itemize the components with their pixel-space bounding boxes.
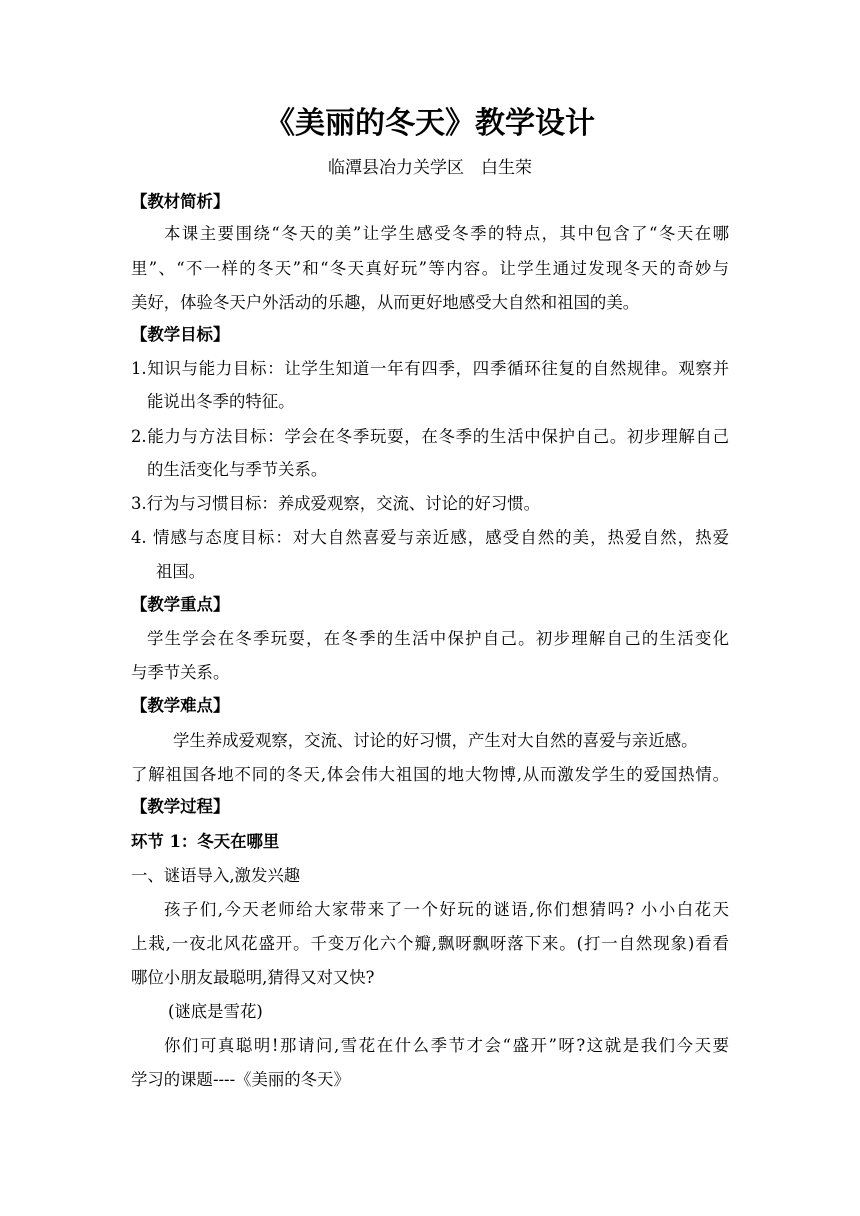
paragraph-line: 美好，体验冬天户外活动的乐趣，从而更好地感受大自然和祖国的美。 — [131, 293, 640, 312]
paragraph-line: 本课主要围绕“冬天的美”让学生感受冬季的特点，其中包含了“冬天在哪 — [164, 224, 729, 243]
step-heading: 环节 1：冬天在哪里 — [131, 832, 280, 851]
paragraph-line: 孩子们,今天老师给大家带来了一个好玩的谜语,你们想猜吗? 小小白花天 — [164, 900, 729, 919]
goal-item: 4. 情感与态度目标：对大自然喜爱与亲近感，感受自然的美，热爱自然，热爱 — [131, 528, 729, 547]
document-author: 临潭县冶力关学区 白生荣 — [328, 158, 532, 178]
goal-item-continued: 祖国。 — [156, 562, 206, 581]
goal-item: 1.知识与能力目标：让学生知道一年有四季，四季循环往复的自然规律。观察并 — [131, 359, 729, 378]
goal-item-continued: 的生活变化与季节关系。 — [147, 460, 328, 479]
paragraph-line: 你们可真聪明!那请问,雪花在什么季节才会“盛开”呀?这就是我们今天要 — [164, 1036, 729, 1055]
paragraph-line: 上栽,一夜北风花盛开。千变万化六个瓣,飘呀飘呀落下来。(打一自然现象)看看 — [131, 934, 729, 953]
goal-item: 3.行为与习惯目标：养成爱观察，交流、讨论的好习惯。 — [131, 494, 541, 513]
section-heading-key-points: 【教学重点】 — [131, 595, 230, 614]
paragraph-line: 学习的课题----《美丽的冬天》 — [131, 1070, 350, 1089]
paragraph-line: 了解祖国各地不同的冬天,体会伟大祖国的地大物博,从而激发学生的爱国热情。 — [131, 765, 729, 784]
paragraph-line: 与季节关系。 — [131, 663, 230, 682]
document-title: 《美丽的冬天》教学设计 — [265, 106, 595, 141]
riddle-answer: (谜底是雪花) — [168, 1002, 263, 1021]
paragraph-line: 哪位小朋友最聪明,猜得又对又快? — [131, 968, 375, 987]
section-heading-process: 【教学过程】 — [131, 797, 230, 816]
paragraph-line: 学生养成爱观察，交流、讨论的好习惯，产生对大自然的喜爱与亲近感。 — [173, 731, 698, 750]
section-heading-goals: 【教学目标】 — [131, 325, 230, 344]
paragraph-line: 里”、“不一样的冬天”和“冬天真好玩”等内容。让学生通过发现冬天的奇妙与 — [131, 259, 729, 278]
goal-item-continued: 能说出冬季的特征。 — [147, 392, 295, 411]
goal-item: 2.能力与方法目标：学会在冬季玩耍，在冬季的生活中保护自己。初步理解自己 — [131, 427, 729, 446]
sub-heading: 一、谜语导入,激发兴趣 — [131, 866, 301, 885]
paragraph-line: 学生学会在冬季玩耍，在冬季的生活中保护自己。初步理解自己的生活变化 — [147, 629, 729, 648]
section-heading-difficulties: 【教学难点】 — [131, 696, 230, 715]
section-heading-material: 【教材简析】 — [131, 192, 230, 211]
